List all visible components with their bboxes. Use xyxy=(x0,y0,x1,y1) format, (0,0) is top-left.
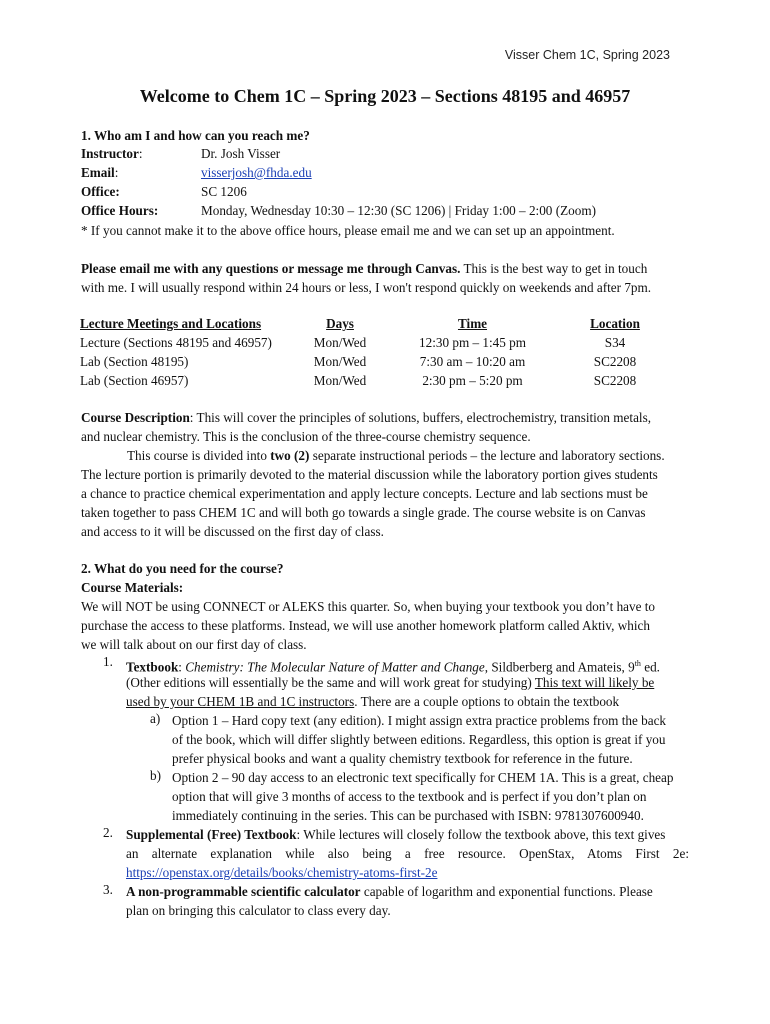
table-cell: Lecture (Sections 48195 and 46957) xyxy=(80,335,272,350)
contact-line-1: Please email me with any questions or message me through Canvas. This is the best way to get in touch xyxy=(81,261,648,276)
email-value xyxy=(201,165,312,181)
description-line-1: Course Description: This will cover the principles of solutions, buffers, electrochemistry, transition metals, xyxy=(81,410,652,425)
table-cell: Mon/Wed xyxy=(313,335,367,350)
option-a-marker: a) xyxy=(150,711,161,726)
table-row xyxy=(80,352,670,371)
option-a-line-1: Option 1 – Hard copy text (any edition). I might assign extra practice problems from the back xyxy=(172,713,667,728)
table-cell: Lab (Section 48195) xyxy=(80,354,189,369)
table-cell: Mon/Wed xyxy=(313,354,367,369)
table-cell: SC2208 xyxy=(593,373,637,388)
schedule-header: Lecture Meetings and Locations xyxy=(80,316,262,331)
description-line-2: and nuclear chemistry. This is the conclusion of the three-course chemistry sequence. xyxy=(81,429,531,444)
description-line-6: taken together to pass CHEM 1C and will both go towards a single grade. The course website is on Canvas xyxy=(81,505,646,520)
contact-line-2: with me. I will usually respond within 24 hours or less, I won't respond quickly on weekends and after 7pm. xyxy=(81,280,652,295)
description-line-4: The lecture portion is primarily devoted to the material discussion while the laboratory portion gives students xyxy=(81,467,658,482)
schedule-header: Time xyxy=(457,316,488,331)
table-cell: S34 xyxy=(604,335,626,350)
table-cell: Mon/Wed xyxy=(313,373,367,388)
option-b-line-1: Option 2 – 90 day access to an electronic text specifically for CHEM 1A. This is a great, cheap xyxy=(172,770,674,785)
item-number: 1. xyxy=(103,654,113,669)
appointment-note: * If you cannot make it to the above office hours, please email me and we can set up an appointment. xyxy=(81,223,615,238)
email-link[interactable]: visserjosh@fhda.edu xyxy=(201,165,312,180)
table-row xyxy=(80,371,670,390)
item-number: 2. xyxy=(103,825,113,840)
instructor-label: Instructor: xyxy=(81,146,143,161)
item-number: 3. xyxy=(103,882,113,897)
openstax-link[interactable]: https://openstax.org/details/books/chemistry-atoms-first-2e xyxy=(126,865,438,880)
option-b-line-2: option that will give 3 months of access to the textbook and is perfect if you don’t plan on xyxy=(172,789,647,804)
supplemental-line-3 xyxy=(126,863,689,882)
materials-intro-line-1: We will NOT be using CONNECT or ALEKS this quarter. So, when buying your textbook you don’t have to xyxy=(81,599,656,614)
office-value: SC 1206 xyxy=(201,184,247,199)
instructor-value: Dr. Josh Visser xyxy=(201,146,281,161)
schedule-table xyxy=(80,314,670,390)
section-1-heading: 1. Who am I and how can you reach me? xyxy=(81,128,310,143)
table-cell: 2:30 pm – 5:20 pm xyxy=(422,373,523,388)
supplemental-line-2: an alternate explanation while also being a free resource. OpenStax, Atoms First 2e: xyxy=(126,846,689,861)
office-hours-value: Monday, Wednesday 10:30 – 12:30 (SC 1206) | Friday 1:00 – 2:00 (Zoom) xyxy=(201,203,596,218)
supplemental-line-1: Supplemental (Free) Textbook: While lectures will closely follow the textbook above, this text gives xyxy=(126,827,666,842)
description-line-7: and access to it will be discussed on the first day of class. xyxy=(81,524,384,539)
option-b-marker: b) xyxy=(150,768,161,783)
option-a-line-3: prefer physical books and want a quality chemistry textbook for reference in the future. xyxy=(172,751,633,766)
course-materials-label: Course Materials: xyxy=(81,580,184,595)
option-b-line-3: immediately continuing in the series. This can be purchased with ISBN: 9781307600940. xyxy=(172,808,644,823)
materials-intro-line-3: we will talk about on our first day of class. xyxy=(81,637,307,652)
table-cell: 12:30 pm – 1:45 pm xyxy=(419,335,526,350)
description-line-5: a chance to practice chemical experimentation and apply lecture concepts. Lecture and lab sections must be xyxy=(81,486,648,501)
table-row xyxy=(80,333,670,352)
running-head: Visser Chem 1C, Spring 2023 xyxy=(504,48,670,62)
office-hours-label: Office Hours: xyxy=(81,203,159,218)
schedule-header-row xyxy=(80,314,670,333)
option-a-line-2: of the book, which will differ slightly between editions. Regardless, this option is great if you xyxy=(172,732,666,747)
materials-intro-line-2: purchase the access to these platforms. Instead, we will use another homework platform called Aktiv, which xyxy=(81,618,650,633)
table-cell: 7:30 am – 10:20 am xyxy=(419,354,526,369)
textbook-line-3: used by your CHEM 1B and 1C instructors. There are a couple options to obtain the textbook xyxy=(126,694,620,709)
calculator-line-1: A non-programmable scientific calculator capable of logarithm and exponential functions. Please xyxy=(126,884,653,899)
section-2-heading: 2. What do you need for the course? xyxy=(81,561,284,576)
textbook-line-2: (Other editions will essentially be the same and will work great for studying) This text will likely be xyxy=(126,675,655,690)
table-cell: SC2208 xyxy=(593,354,637,369)
table-cell: Lab (Section 46957) xyxy=(80,373,189,388)
description-line-3: This course is divided into two (2) separate instructional periods – the lecture and laboratory sections. xyxy=(127,448,665,463)
office-label: Office: xyxy=(81,184,120,199)
schedule-header: Location xyxy=(590,316,640,331)
calculator-line-2: plan on bringing this calculator to class every day. xyxy=(126,903,391,918)
textbook-line-1: Textbook: Chemistry: The Molecular Nature of Matter and Change, Sildberberg and Amateis, 9th ed. xyxy=(126,659,660,675)
document-title: Welcome to Chem 1C – Spring 2023 – Sections 48195 and 46957 xyxy=(139,86,631,106)
schedule-header: Days xyxy=(326,316,354,331)
email-label: Email: xyxy=(81,165,119,180)
